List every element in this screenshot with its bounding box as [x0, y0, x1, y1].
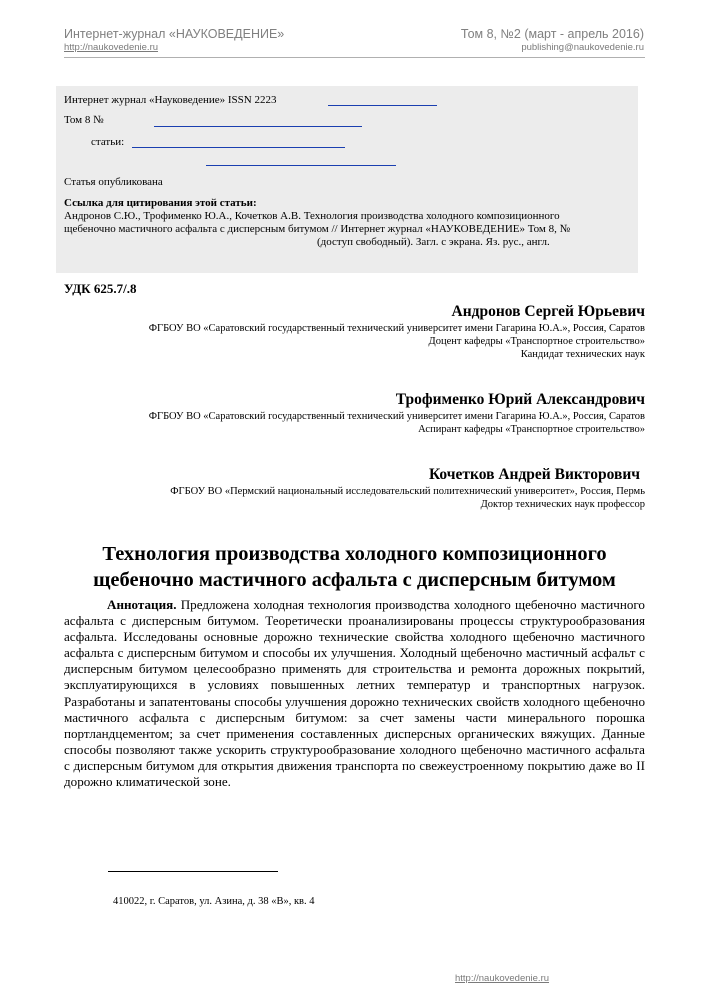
extra-blank-line	[206, 165, 396, 166]
header-email-link[interactable]: publishing@naukovedenie.ru	[521, 42, 644, 53]
author-affiliation: ФГБОУ ВО «Саратовский государственный технический университет имени Гагарина Ю.А.», Россия, Саратов	[148, 411, 645, 422]
abstract-label: Аннотация.	[107, 597, 177, 612]
author-degree: Кандидат технических наук	[520, 349, 645, 360]
article-title	[64, 541, 645, 593]
citation-box	[56, 86, 638, 273]
header-journal-name: Интернет-журнал «НАУКОВЕДЕНИЕ»	[64, 27, 285, 41]
header-url-link[interactable]: http://naukovedenie.ru	[64, 42, 159, 53]
volume-blank-line	[154, 126, 362, 127]
volume-label: Том 8 №	[64, 114, 104, 126]
header-divider	[64, 57, 645, 58]
cite-line-1: Андронов С.Ю., Трофименко Ю.А., Кочетков А.В. Технология производства холодного композиционного	[64, 210, 560, 222]
author-affiliation: ФГБОУ ВО «Саратовский государственный технический университет имени Гагарина Ю.А.», Россия, Саратов	[148, 323, 645, 334]
journal-issn: Интернет журнал «Науковедение» ISSN 2223	[64, 94, 277, 106]
footer-url-link[interactable]: http://naukovedenie.ru	[455, 973, 550, 984]
article-blank-line	[132, 147, 345, 148]
cite-line-3: (доступ свободный). Загл. с экрана. Яз. рус., англ.	[317, 236, 550, 248]
footnote-divider	[108, 871, 278, 872]
author-name: Кочетков Андрей Викторович	[428, 466, 640, 483]
header-issue: Том 8, №2 (март - апрель 2016)	[460, 27, 644, 41]
author-affiliation: ФГБОУ ВО «Пермский национальный исследовательский политехнический университет», Россия, Пермь	[170, 486, 645, 497]
title-line-1: Технология производства холодного композиционного	[102, 543, 607, 565]
author-position: Доцент кафедры «Транспортное строительство»	[428, 336, 645, 347]
cite-line-2: щебеночно мастичного асфальта с дисперсным битумом // Интернет журнал «НАУКОВЕДЕНИЕ» Том 8, №	[64, 223, 571, 235]
published-label: Статья опубликована	[64, 176, 163, 188]
author-position: Доктор технических наук профессор	[480, 499, 645, 510]
cite-heading: Ссылка для цитирования этой статьи:	[64, 197, 257, 209]
abstract-text: Предложена холодная технология производства холодного щебеночно мастичного асфальта с дисперсным битумом. Теоретически проанализированы процессы структурообразования асфальта. Исследованы основные дорожно технические свойства холодного щебеночно мастичного асфальта с дисперсным битумом и способы их улучшения. Холодный щебеночно мастичный асфальт с дисперсным битумом целесообразно применять для строительства и ремонта дорожных покрытий, эксплуатирующихся в условиях повышенных летних температур и транспортных нагрузок. Разработаны и запатентованы способы улучшения дорожно технических свойств холодного щебеночно мастичного асфальта с дисперсным битумом: за счет замены части минерального порошка портландцементом; за счет применения составленных дисперсных органических вяжущих. Данные способы позволяют также ускорить структурообразование холодного щебеночно мастичного асфальта с дисперсным битумом для открытия движения транспорта по свежеустроенному покрытию даже во II дорожно климатической зоне.	[64, 597, 645, 790]
udk-code: УДК 625.7/.8	[64, 281, 137, 296]
footnote-address: 410022, г. Саратов, ул. Азина, д. 38 «В», кв. 4	[113, 896, 315, 907]
title-line-2: щебеночно мастичного асфальта с дисперсным битумом	[93, 569, 616, 591]
author-name: Андронов Сергей Юрьевич	[451, 303, 645, 320]
article-label: статьи:	[91, 136, 125, 148]
issn-blank-line	[328, 105, 437, 106]
abstract	[64, 597, 645, 790]
author-position: Аспирант кафедры «Транспортное строительство»	[418, 424, 645, 435]
author-name: Трофименко Юрий Александрович	[395, 391, 645, 408]
